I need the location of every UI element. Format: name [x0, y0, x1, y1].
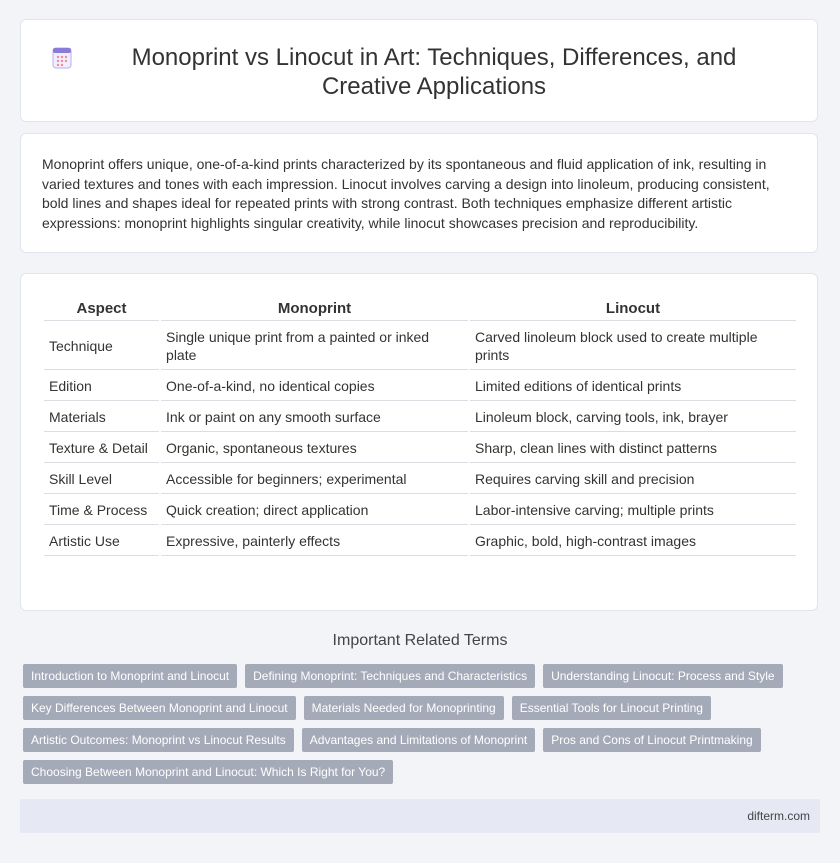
cell-linocut: Labor-intensive carving; multiple prints [470, 496, 796, 525]
header-linocut: Linocut [470, 298, 796, 321]
related-term-tag[interactable]: Defining Monoprint: Techniques and Characteristics [245, 664, 535, 688]
intro-paragraph: Monoprint offers unique, one-of-a-kind prints characterized by its spontaneous and fluid application of ink, resulting in varied textures and tones with each impression. Linocut involves carving a design into linoleum, producing consistent, bold lines and shapes ideal for repeated prints with strong contrast. Both techniques emphasize different artistic expressions: monoprint highlights singular creativity, while linocut showcases precision and reproducibility. [42, 156, 770, 231]
cell-monoprint: Accessible for beginners; experimental [161, 465, 468, 494]
related-term-tag[interactable]: Artistic Outcomes: Monoprint vs Linocut Results [23, 728, 294, 752]
related-term-tag[interactable]: Advantages and Limitations of Monoprint [302, 728, 535, 752]
cell-monoprint: Single unique print from a painted or inked plate [161, 323, 468, 370]
related-term-tag[interactable]: Choosing Between Monoprint and Linocut: Which Is Right for You? [23, 760, 393, 784]
cell-aspect: Skill Level [44, 465, 159, 494]
related-term-tag[interactable]: Materials Needed for Monoprinting [304, 696, 504, 720]
cell-aspect: Technique [44, 323, 159, 370]
related-terms-list [23, 664, 803, 784]
related-term-tag[interactable]: Introduction to Monoprint and Linocut [23, 664, 237, 688]
related-term-tag[interactable]: Understanding Linocut: Process and Style [543, 664, 782, 688]
comparison-table [42, 296, 798, 558]
header-aspect: Aspect [44, 298, 159, 321]
title-card [20, 19, 818, 122]
footer-site-link[interactable]: difterm.com [747, 809, 810, 823]
related-term-tag[interactable]: Key Differences Between Monoprint and Linocut [23, 696, 296, 720]
table-row [44, 496, 796, 525]
cell-linocut: Carved linoleum block used to create multiple prints [470, 323, 796, 370]
cell-aspect: Time & Process [44, 496, 159, 525]
comparison-card [20, 273, 818, 611]
cell-monoprint: Organic, spontaneous textures [161, 434, 468, 463]
related-terms-heading: Important Related Terms [332, 632, 508, 649]
cell-monoprint: Quick creation; direct application [161, 496, 468, 525]
header-monoprint: Monoprint [161, 298, 468, 321]
cell-linocut: Graphic, bold, high-contrast images [470, 527, 796, 556]
table-row [44, 434, 796, 463]
table-header-row [44, 298, 796, 321]
cell-aspect: Artistic Use [44, 527, 159, 556]
cell-linocut: Linoleum block, carving tools, ink, brayer [470, 403, 796, 432]
table-row [44, 323, 796, 370]
intro-card [20, 133, 818, 253]
cell-monoprint: Ink or paint on any smooth surface [161, 403, 468, 432]
table-row [44, 372, 796, 401]
related-term-tag[interactable]: Pros and Cons of Linocut Printmaking [543, 728, 760, 752]
footer-bar [20, 799, 820, 833]
cell-aspect: Materials [44, 403, 159, 432]
cell-aspect: Edition [44, 372, 159, 401]
table-row [44, 403, 796, 432]
cell-monoprint: One-of-a-kind, no identical copies [161, 372, 468, 401]
cell-linocut: Sharp, clean lines with distinct patterns [470, 434, 796, 463]
cell-aspect: Texture & Detail [44, 434, 159, 463]
related-term-tag[interactable]: Essential Tools for Linocut Printing [512, 696, 711, 720]
cell-linocut: Limited editions of identical prints [470, 372, 796, 401]
table-row [44, 465, 796, 494]
cell-linocut: Requires carving skill and precision [470, 465, 796, 494]
table-row [44, 527, 796, 556]
cell-monoprint: Expressive, painterly effects [161, 527, 468, 556]
page-title: Monoprint vs Linocut in Art: Techniques, Differences, and Creative Applications [131, 44, 737, 100]
